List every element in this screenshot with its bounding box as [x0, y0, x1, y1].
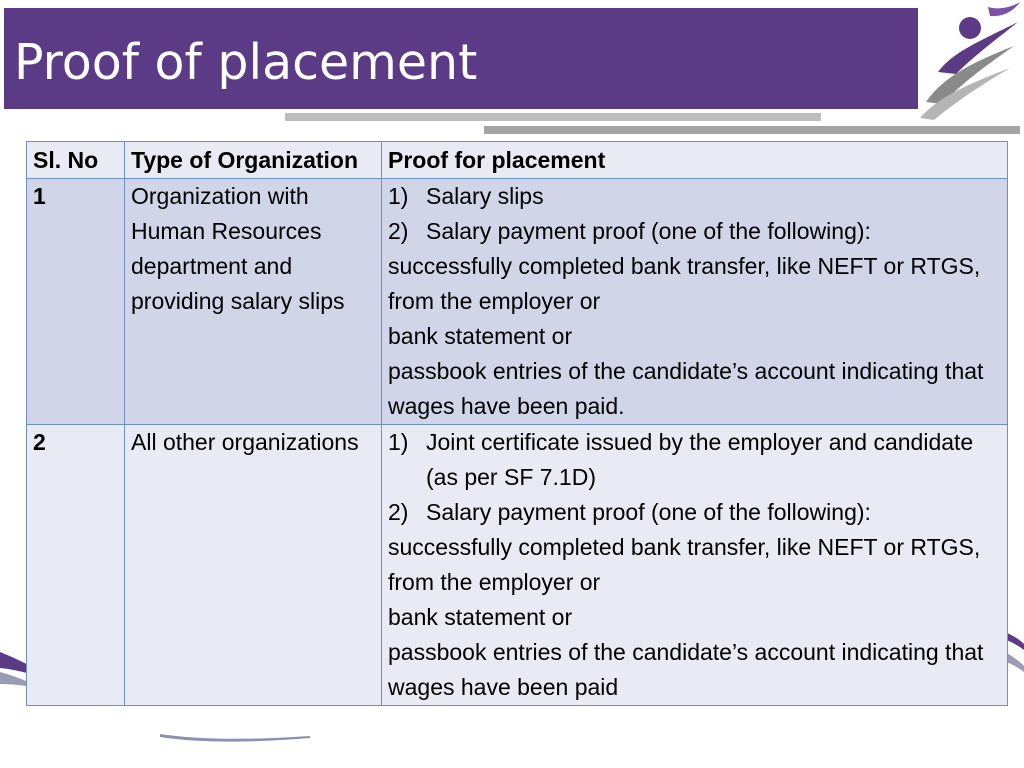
running-figure-logo: [918, 2, 1022, 120]
title-bar: [4, 8, 918, 109]
proof-line: bank statement or: [388, 323, 573, 349]
proof-line: successfully completed bank transfer, like NEFT or RTGS, from the employer or: [388, 253, 981, 314]
header-type-of-organization: Type of Organization: [125, 142, 382, 179]
list-item: [388, 495, 1001, 530]
list-text: Joint certificate issued by the employer and candidate (as per SF 7.1D): [426, 429, 974, 490]
list-text: Salary payment proof (one of the following):: [426, 218, 871, 244]
list-number: 1): [388, 429, 409, 455]
list-item: [388, 214, 1001, 249]
list-text: Salary slips: [426, 183, 544, 209]
header-sl-no: Sl. No: [27, 142, 125, 179]
row-organization-type: Organization with Human Resources department and providing salary slips: [125, 179, 382, 425]
table-row: [27, 425, 1008, 706]
table-row: [27, 179, 1008, 425]
header-proof-for-placement: Proof for placement: [382, 142, 1008, 179]
list-text: Salary payment proof (one of the following):: [426, 499, 871, 525]
table-header-row: [27, 142, 1008, 179]
proof-line: passbook entries of the candidate’s account indicating that wages have been paid.: [388, 358, 984, 419]
proof-line: bank statement or: [388, 604, 573, 630]
list-number: 1): [388, 183, 409, 209]
row-organization-type: All other organizations: [125, 425, 382, 706]
decorative-swoosh-bottom: [160, 724, 310, 744]
row-proof-cell: [382, 425, 1008, 706]
list-number: 2): [388, 218, 409, 244]
proof-line: successfully completed bank transfer, like NEFT or RTGS, from the employer or: [388, 534, 981, 595]
row-sl-no: 2: [27, 425, 125, 706]
list-number: 2): [388, 499, 409, 525]
placement-proof-table: [26, 141, 1008, 706]
proof-line: passbook entries of the candidate’s account indicating that wages have been paid: [388, 639, 984, 700]
page-title: Proof of placement: [14, 34, 478, 91]
row-proof-cell: [382, 179, 1008, 425]
decorative-bar-upper: [285, 113, 821, 121]
row-sl-no: 1: [27, 179, 125, 425]
list-item: [388, 179, 1001, 214]
list-item: [388, 425, 1001, 495]
decorative-bar-lower: [484, 126, 1020, 134]
